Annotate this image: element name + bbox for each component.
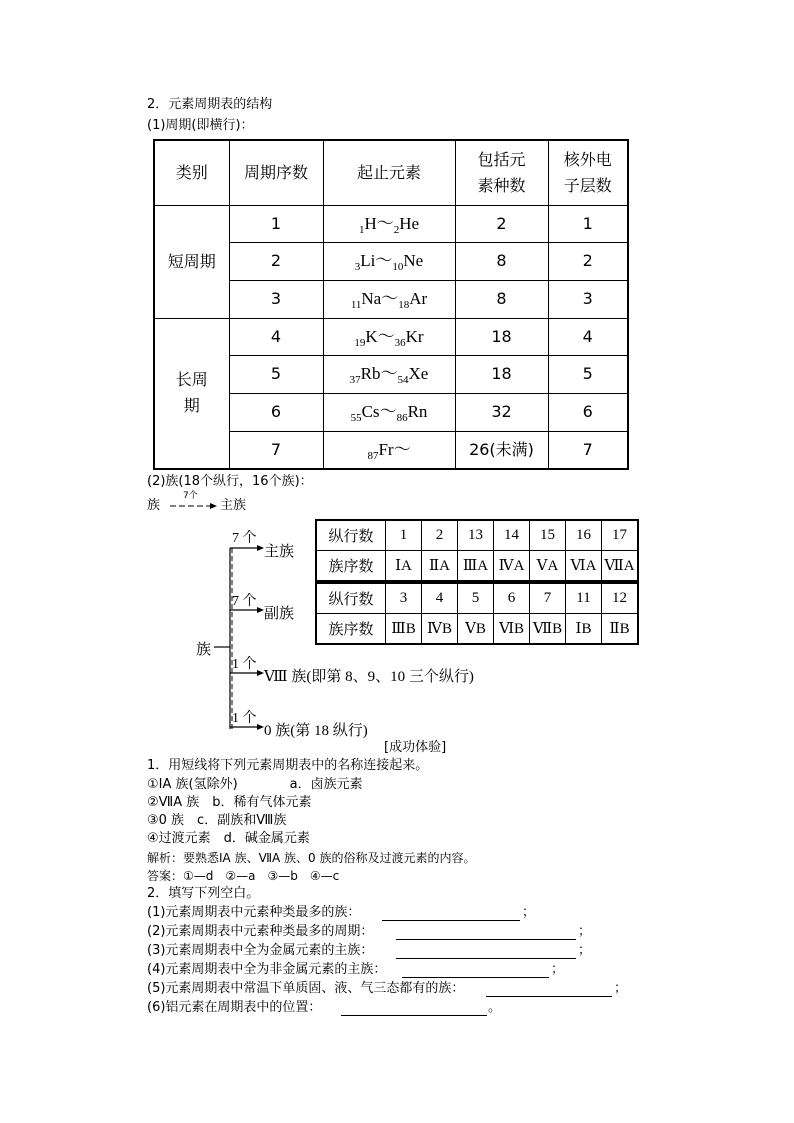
branch-label-sub: 副族	[264, 606, 295, 622]
header-start-end-elements: 起止元素	[323, 140, 455, 205]
z-end: 18	[398, 299, 410, 311]
header-element-count-line1: 包括元	[477, 149, 526, 169]
tilde: ～	[380, 364, 398, 383]
family-heading-arrowhead	[210, 503, 217, 509]
period-number: 1	[229, 205, 323, 242]
shell-count: 4	[548, 318, 628, 355]
tilde: ～	[381, 289, 399, 308]
tilde: ～	[376, 213, 394, 233]
shell-count: 5	[548, 355, 628, 393]
tilde: ～	[375, 251, 393, 270]
q1-analysis: 解析：要熟悉ⅠA 族、ⅦA 族、0 族的俗称及过渡元素的内容。	[147, 851, 476, 865]
element-start: Rb	[360, 364, 381, 383]
q2-item-1: (1)元素周期表中元素种类最多的族：	[147, 905, 361, 920]
element-start: Fr	[378, 439, 394, 459]
branch-label-main: 主族	[264, 544, 295, 560]
column-number: 7	[530, 583, 566, 614]
row-label-column: 纵行数	[316, 520, 386, 551]
branch-count-main: 7 个	[232, 531, 257, 546]
table-row	[316, 551, 638, 582]
group-number: ⅦB	[530, 614, 566, 645]
z-end: 10	[392, 261, 404, 273]
element-end: Ne	[403, 251, 424, 270]
element-end: Xe	[408, 364, 429, 383]
column-number: 6	[494, 583, 530, 614]
family-heading: (2)族(18个纵行，16个族)：	[147, 474, 313, 489]
shell-count: 2	[548, 242, 628, 280]
q2-blank-2[interactable]	[396, 939, 576, 940]
element-count: 18	[455, 355, 548, 393]
column-number: 3	[386, 583, 422, 614]
shell-count: 1	[548, 205, 628, 242]
row-label-column: 纵行数	[316, 583, 386, 614]
branch-label-viii: Ⅷ 族(即第 8、9、10 三个纵行)	[264, 669, 474, 685]
family-line-over: 7个	[183, 491, 198, 501]
period-number: 3	[229, 280, 323, 318]
element-start: Li	[360, 251, 376, 270]
z-start: 1	[358, 223, 365, 236]
branch-arrow-main	[257, 545, 264, 551]
z-end: 2	[393, 223, 400, 236]
header-shell-count-line2: 子层数	[563, 175, 612, 195]
shell-count: 6	[548, 393, 628, 431]
group-number: ⅠA	[386, 551, 422, 582]
shell-count: 3	[548, 280, 628, 318]
z-end: 54	[397, 374, 409, 386]
q2-item-4: (4)元素周期表中全为非金属元素的主族：	[147, 962, 387, 977]
shell-count: 7	[548, 431, 628, 469]
q2-blank-5[interactable]	[486, 996, 612, 997]
column-number: 16	[566, 520, 602, 551]
section-title: 2．元素周期表的结构	[147, 97, 273, 112]
tilde: ～	[379, 402, 397, 421]
z-start: 11	[350, 299, 362, 311]
row-label-group: 族序数	[316, 614, 386, 645]
element-end: Kr	[405, 326, 424, 346]
header-category: 类别	[154, 140, 229, 205]
group-short-period: 短周期	[154, 205, 229, 318]
q2-item-3-end: ；	[578, 943, 592, 958]
q1-title: 1．用短线将下列元素周期表中的名称连接起来。	[147, 758, 429, 773]
q2-item-6: (6)铝元素在周期表中的位置：	[147, 1000, 322, 1015]
tilde: ～	[393, 439, 411, 459]
z-start: 19	[354, 336, 366, 349]
group-number: ⅤA	[530, 551, 566, 582]
element-count: 8	[455, 280, 548, 318]
header-shell-count-line1: 核外电	[563, 149, 612, 169]
element-end: Rn	[407, 402, 428, 421]
family-line-left: 族	[147, 498, 161, 513]
sub-group-table	[315, 582, 639, 645]
q1-line-3: ③0 族 c．副族和Ⅷ族	[147, 813, 287, 828]
element-end: Ar	[409, 289, 428, 308]
element-start: Na	[361, 289, 382, 308]
group-number: ⅣB	[422, 614, 458, 645]
q2-item-2-end: ；	[578, 924, 592, 939]
group-number: ⅦA	[602, 551, 639, 582]
group-number: ⅢA	[458, 551, 494, 582]
column-number: 14	[494, 520, 530, 551]
column-number: 12	[602, 583, 639, 614]
main-group-table	[315, 519, 639, 582]
q2-item-5-end: ；	[614, 981, 628, 996]
z-end: 86	[396, 412, 408, 424]
q1-line-2: ②ⅦA 族 b．稀有气体元素	[147, 795, 312, 810]
branch-count-viii: 1 个	[232, 657, 257, 672]
branch-count-sub: 7 个	[232, 594, 257, 609]
q2-blank-3[interactable]	[396, 958, 576, 959]
period-number: 7	[229, 431, 323, 469]
table-row	[316, 583, 638, 614]
element-count: 32	[455, 393, 548, 431]
q2-item-4-end: ；	[551, 962, 565, 977]
period-number: 2	[229, 242, 323, 280]
group-long-period-line2: 期	[183, 396, 200, 416]
q2-title: 2．填写下列空白。	[147, 886, 260, 901]
branch-label-zero: 0 族(第 18 纵行)	[264, 723, 368, 739]
header-period-number: 周期序数	[229, 140, 323, 205]
branch-arrow-zero	[257, 724, 264, 730]
element-end: He	[399, 213, 420, 233]
group-number: ⅣA	[494, 551, 530, 582]
q1-answer: 答案：①—d ②—a ③—b ④—c	[147, 869, 340, 883]
element-start: K	[365, 326, 378, 346]
branch-arrow-sub	[257, 607, 264, 613]
group-number: ⅢB	[386, 614, 422, 645]
q2-blank-1[interactable]	[382, 920, 520, 921]
row-label-group: 族序数	[316, 551, 386, 582]
column-number: 4	[422, 583, 458, 614]
q2-blank-6[interactable]	[341, 1015, 487, 1016]
branch-arrow-viii	[257, 670, 264, 676]
group-number: ⅠB	[566, 614, 602, 645]
q2-item-2: (2)元素周期表中元素种类最多的周期：	[147, 924, 374, 939]
family-line-right: 主族	[220, 498, 247, 513]
column-number: 2	[422, 520, 458, 551]
z-end: 36	[394, 336, 406, 349]
tilde: ～	[377, 326, 395, 346]
element-start: H	[364, 213, 377, 233]
column-number: 17	[602, 520, 639, 551]
q1-line-1: ①ⅠA 族(氢除外) a．卤族元素	[147, 777, 363, 792]
group-long-period-line1: 长周	[175, 370, 208, 390]
z-start: 87	[367, 449, 379, 462]
column-number: 15	[530, 520, 566, 551]
group-number: ⅥA	[566, 551, 602, 582]
success-label: [成功体验]	[384, 740, 447, 755]
column-number: 5	[458, 583, 494, 614]
q2-item-1-end: ；	[522, 905, 536, 920]
group-number: ⅡB	[602, 614, 639, 645]
element-count: 8	[455, 242, 548, 280]
column-number: 11	[566, 583, 602, 614]
period-number: 4	[229, 318, 323, 355]
q1-line-4: ④过渡元素 d．碱金属元素	[147, 831, 310, 846]
element-count: 2	[455, 205, 548, 242]
column-number: 13	[458, 520, 494, 551]
group-number: ⅤB	[458, 614, 494, 645]
branch-count-zero: 1 个	[232, 711, 257, 726]
period-number: 6	[229, 393, 323, 431]
group-number: ⅥB	[494, 614, 530, 645]
z-start: 37	[349, 374, 361, 386]
period-number: 5	[229, 355, 323, 393]
z-start: 55	[350, 412, 362, 424]
header-element-count-line2: 素种数	[477, 175, 526, 195]
element-start: Cs	[361, 402, 380, 421]
element-count: 18	[455, 318, 548, 355]
q2-blank-4[interactable]	[402, 977, 549, 978]
column-number: 1	[386, 520, 422, 551]
period-heading: (1)周期(即横行)：	[147, 118, 254, 133]
q2-item-3: (3)元素周期表中全为金属元素的主族：	[147, 943, 374, 958]
q2-item-5: (5)元素周期表中常温下单质固、液、气三态都有的族：	[147, 981, 465, 996]
group-number: ⅡA	[422, 551, 458, 582]
q2-item-6-end: 。	[488, 1000, 502, 1015]
element-count: 26(未满)	[455, 431, 548, 469]
table-row	[316, 614, 638, 645]
tree-root-label: 族	[196, 642, 212, 658]
z-start: 3	[354, 261, 361, 273]
table-row	[316, 520, 638, 551]
